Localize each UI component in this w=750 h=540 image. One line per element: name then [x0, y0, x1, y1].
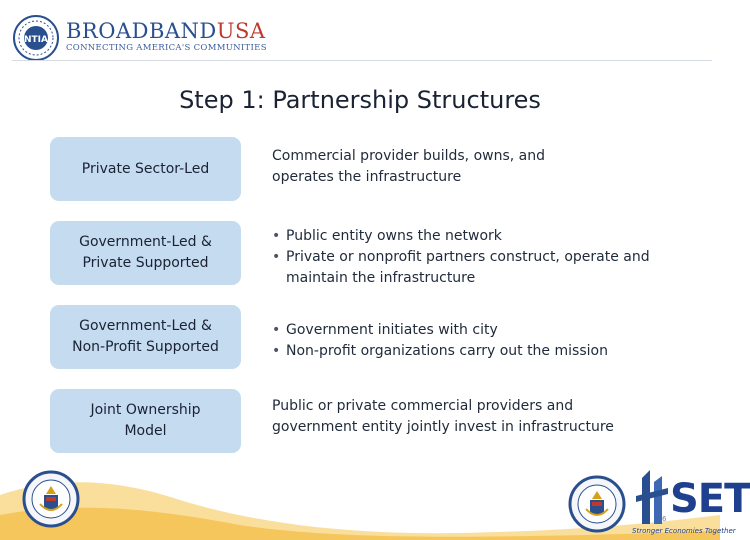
set-logo-text: SET [670, 476, 750, 522]
bullet-item: • Non-profit organizations carry out the mission [272, 341, 692, 362]
desc-line: Public or private commercial providers and [272, 398, 574, 414]
brand-subtitle: CONNECTING AMERICA'S COMMUNITIES [66, 43, 267, 53]
bullet-item: • Government initiates with city [272, 320, 692, 341]
brand-logo [66, 20, 267, 53]
brand-title [66, 20, 267, 42]
commerce-seal-icon [22, 470, 80, 528]
commerce-seal-icon [568, 475, 626, 533]
bullet-item: • Public entity owns the network [272, 226, 692, 247]
label-line: Government-Led & [79, 318, 212, 334]
set-tagline: Stronger Economies Together [632, 527, 736, 535]
label-line: Private Supported [82, 255, 209, 271]
structure-label-government-led-nonprofit [50, 305, 241, 369]
desc-line: government entity jointly invest in infrastructure [272, 419, 614, 435]
desc-line: operates the infrastructure [272, 169, 462, 185]
structure-desc-government-led-nonprofit [272, 320, 692, 362]
label-line: Non-Profit Supported [72, 339, 219, 355]
slide-title: Step 1: Partnership Structures [179, 86, 541, 114]
brand-accent: USA [216, 19, 266, 43]
structure-desc-private-sector-led [272, 146, 692, 188]
structure-label-government-led-private [50, 221, 241, 285]
bullet-item: • Private or nonprofit partners construct, operate and maintain the infrastructure [272, 247, 652, 289]
brand-main: BROADBAND [66, 19, 217, 43]
structure-desc-government-led-private [272, 226, 692, 289]
header [0, 0, 720, 62]
header-divider [12, 60, 712, 61]
ntia-seal-icon [12, 14, 60, 62]
ntia-seal-text: NTIA [24, 35, 48, 45]
label-line: Joint Ownership [90, 402, 201, 418]
label-line: Model [124, 423, 167, 439]
desc-line: Commercial provider builds, owns, and [272, 148, 546, 164]
label-line: Private Sector-Led [81, 160, 210, 177]
structure-label-joint-ownership [50, 389, 241, 453]
page-number: 6 [662, 515, 667, 523]
label-line: Government-Led & [79, 234, 212, 250]
structure-desc-joint-ownership [272, 396, 692, 438]
structure-label-private-sector-led [50, 137, 241, 201]
